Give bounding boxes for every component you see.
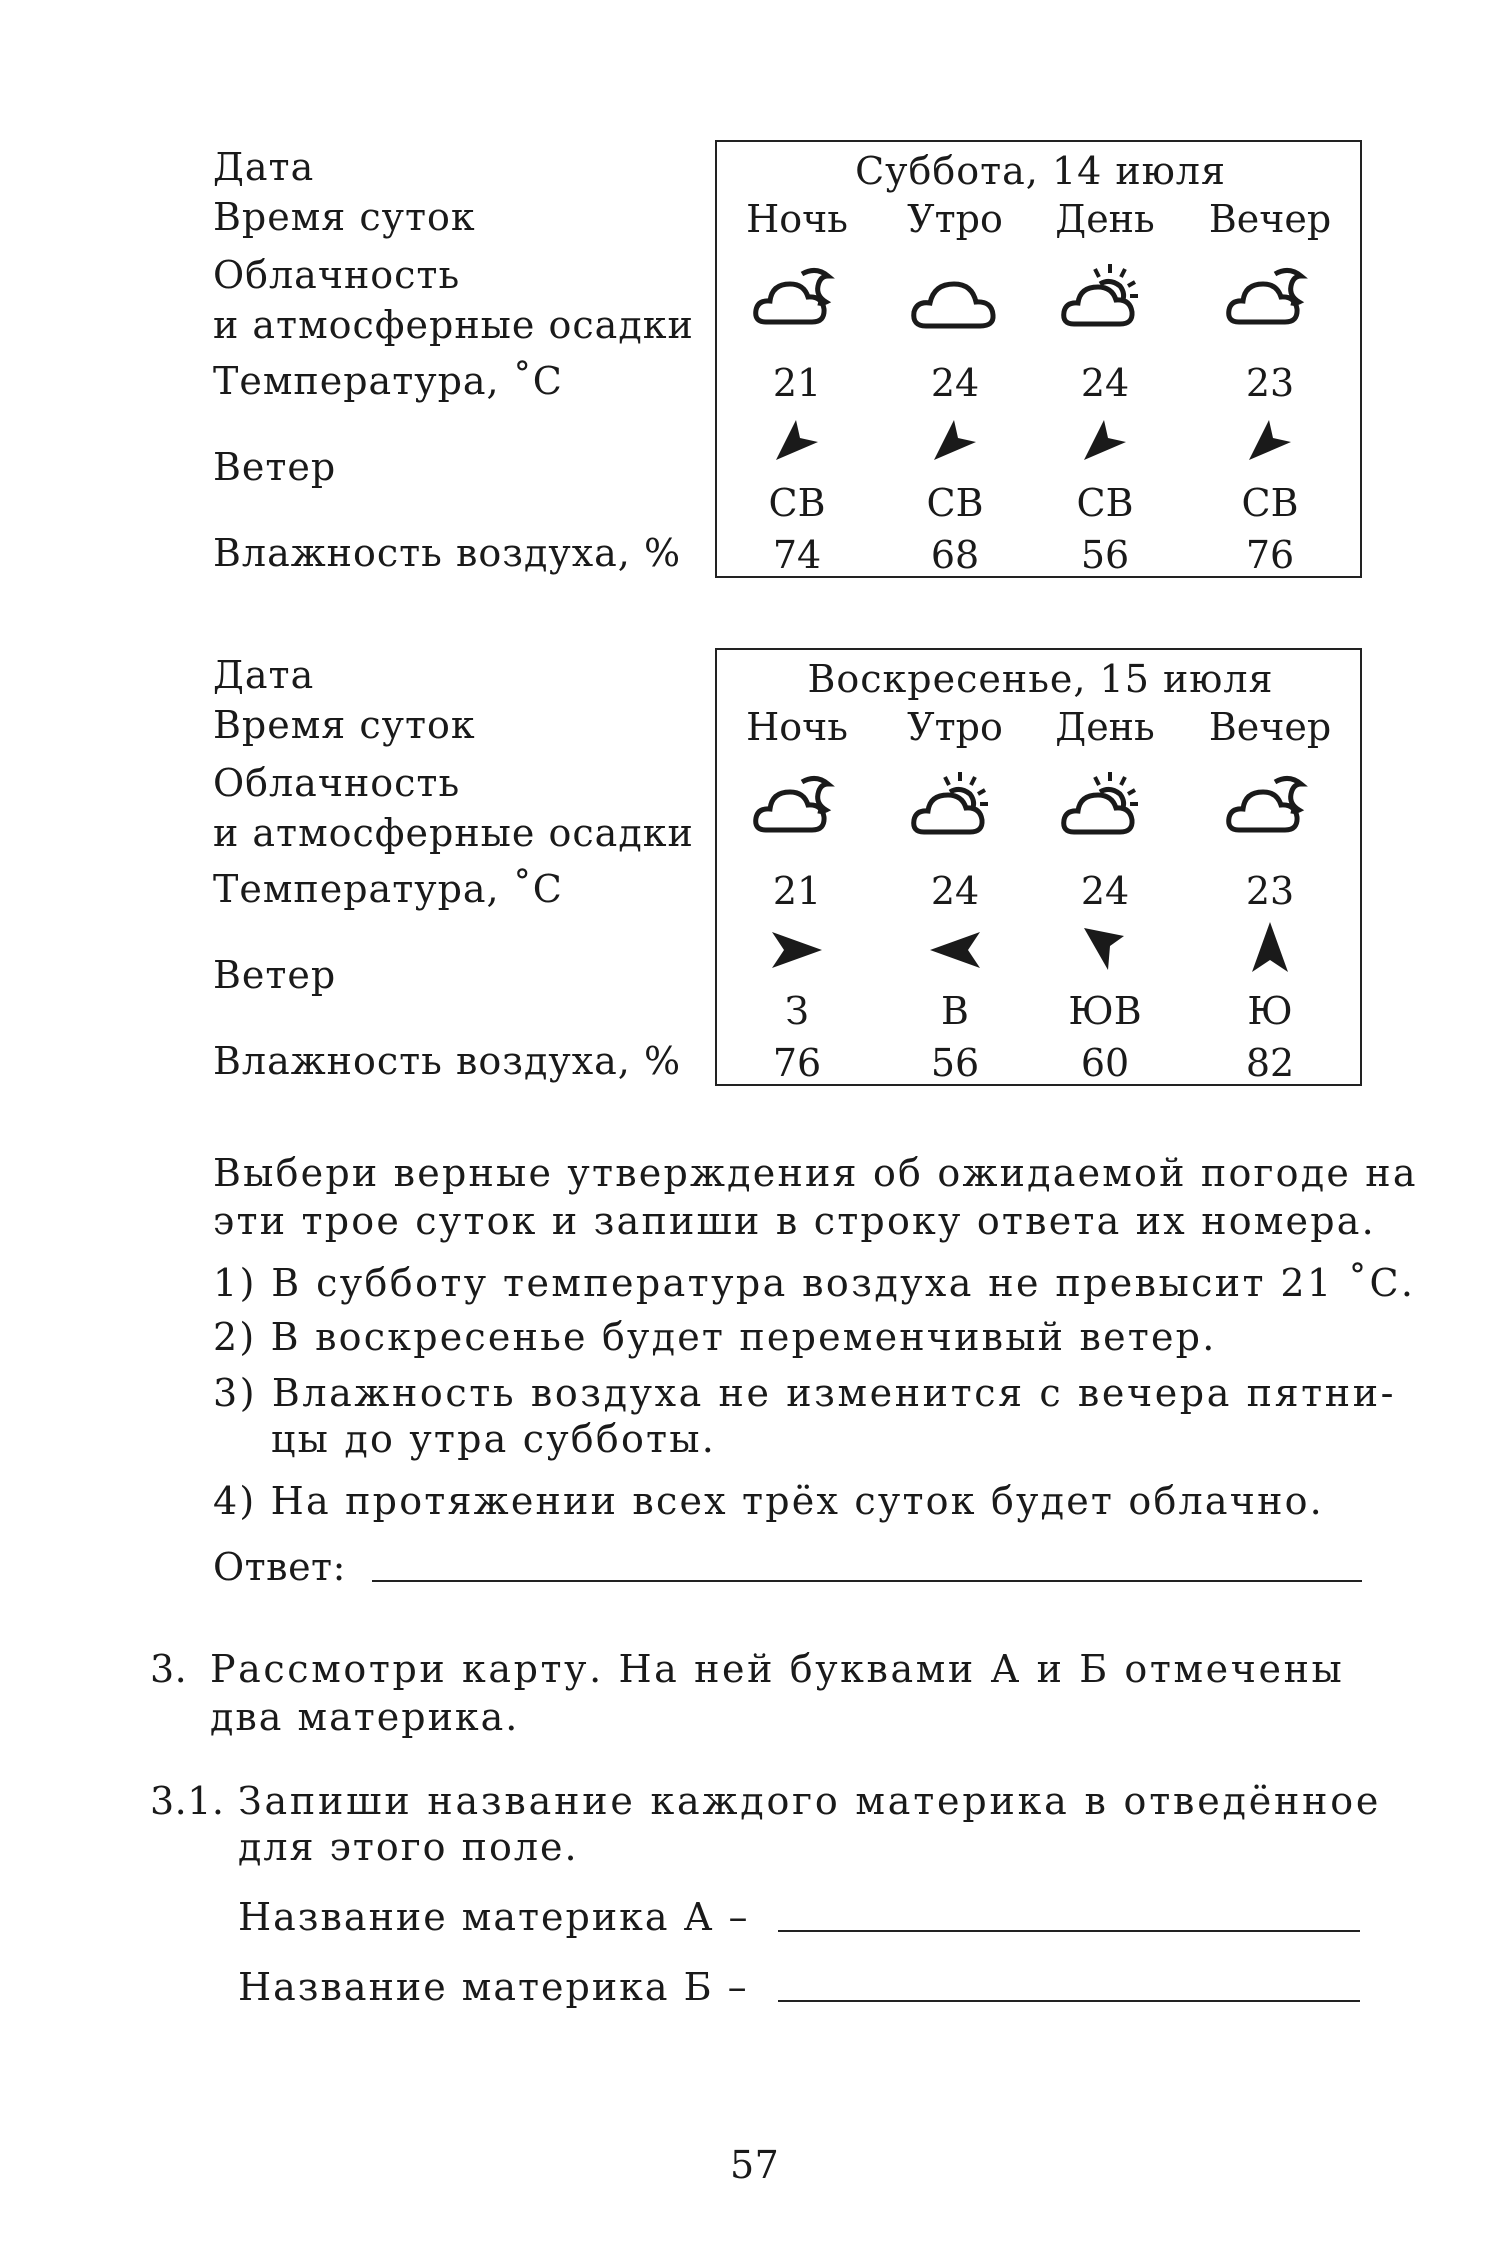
continent-a-label: Название материка А –	[238, 1895, 750, 1939]
humidity-value: 76	[772, 1041, 822, 1085]
statement-1: 1) В субботу температура воздуха не превысит 21 ˚С.	[213, 1261, 1416, 1305]
continent-b-input-line[interactable]	[778, 2000, 1360, 2002]
wind-direction: ЮВ	[1068, 989, 1142, 1033]
cloud-moon-icon	[752, 772, 842, 842]
humidity-value: 68	[930, 533, 980, 577]
wind-direction: Ю	[1247, 989, 1293, 1033]
statement-4: 4) На протяжении всех трёх суток будет облачно.	[213, 1479, 1324, 1523]
forecast-date: Воскресенье, 15 июля	[807, 657, 1274, 701]
row-label-wind: Ветер	[213, 445, 337, 489]
temperature-value: 24	[1080, 361, 1130, 405]
wind-arrow-northeast-icon	[772, 414, 822, 464]
row-label-humidity: Влажность воздуха, %	[213, 1039, 682, 1083]
forecast-date: Суббота, 14 июля	[855, 149, 1226, 193]
row-label-date: Дата	[213, 145, 315, 189]
row-label-time: Время суток	[213, 195, 476, 239]
statement-3: 3) Влажность воздуха не изменится с вечера пятни-	[213, 1371, 1397, 1415]
wind-direction: СВ	[768, 481, 826, 525]
humidity-value: 60	[1080, 1041, 1130, 1085]
time-label: День	[1055, 705, 1155, 749]
forecast-table	[715, 648, 1362, 1086]
cloud-icon	[910, 270, 1000, 340]
row-label-cloud-2: и атмосферные осадки	[213, 303, 694, 347]
temperature-value: 21	[772, 869, 822, 913]
wind-arrow-north-icon	[1250, 920, 1290, 974]
page-number: 57	[730, 2143, 780, 2187]
time-label: Утро	[907, 197, 1003, 241]
continent-a-input-line[interactable]	[778, 1930, 1360, 1932]
cloud-moon-icon	[1225, 264, 1315, 334]
statement-2: 2) В воскресенье будет переменчивый ветер.	[213, 1315, 1217, 1359]
row-label-wind: Ветер	[213, 953, 337, 997]
row-label-temperature: Температура, ˚С	[213, 359, 563, 403]
cloud-moon-icon	[752, 264, 842, 334]
time-label: Ночь	[746, 705, 848, 749]
temperature-value: 24	[1080, 869, 1130, 913]
time-label: Ночь	[746, 197, 848, 241]
time-label: День	[1055, 197, 1155, 241]
row-label-cloud-2: и атмосферные осадки	[213, 811, 694, 855]
question-3-1-number: 3.1.	[150, 1779, 225, 1823]
wind-direction: З	[785, 989, 809, 1033]
row-label-cloud: Облачность	[213, 761, 461, 805]
temperature-value: 23	[1245, 869, 1295, 913]
wind-arrow-east-icon	[770, 930, 824, 970]
row-label-time: Время суток	[213, 703, 476, 747]
wind-direction: В	[941, 989, 969, 1033]
answer-label: Ответ:	[213, 1545, 346, 1589]
cloud-sun-icon	[910, 768, 1000, 844]
wind-arrow-northeast-icon	[1080, 414, 1130, 464]
temperature-value: 24	[930, 869, 980, 913]
question-3-1-text: Запиши название каждого материка в отведённое	[238, 1779, 1382, 1823]
wind-direction: СВ	[926, 481, 984, 525]
row-label-cloud: Облачность	[213, 253, 461, 297]
cloud-sun-icon	[1060, 768, 1150, 844]
temperature-value: 24	[930, 361, 980, 405]
humidity-value: 56	[1080, 533, 1130, 577]
task-intro-2: эти трое суток и запиши в строку ответа их номера.	[213, 1199, 1376, 1243]
time-label: Вечер	[1208, 197, 1332, 241]
task-intro: Выбери верные утверждения об ожидаемой погоде на	[213, 1151, 1418, 1195]
continent-b-label: Название материка Б –	[238, 1965, 749, 2009]
question-3-text: Рассмотри карту. На ней буквами А и Б отмечены	[210, 1647, 1345, 1691]
wind-arrow-northeast-icon	[1245, 414, 1295, 464]
cloud-moon-icon	[1225, 772, 1315, 842]
answer-input-line[interactable]	[372, 1580, 1362, 1582]
question-3-1-text-2: для этого поле.	[238, 1825, 579, 1869]
row-label-temperature: Температура, ˚С	[213, 867, 563, 911]
time-label: Вечер	[1208, 705, 1332, 749]
wind-arrow-southeast-icon	[1080, 924, 1130, 974]
row-label-date: Дата	[213, 653, 315, 697]
forecast-table	[715, 140, 1362, 578]
wind-direction: СВ	[1241, 481, 1299, 525]
temperature-value: 21	[772, 361, 822, 405]
question-3-number: 3.	[150, 1647, 188, 1691]
question-3-text-2: два материка.	[210, 1695, 520, 1739]
wind-arrow-northeast-icon	[930, 414, 980, 464]
temperature-value: 23	[1245, 361, 1295, 405]
time-label: Утро	[907, 705, 1003, 749]
humidity-value: 76	[1245, 533, 1295, 577]
humidity-value: 56	[930, 1041, 980, 1085]
humidity-value: 74	[772, 533, 822, 577]
row-label-humidity: Влажность воздуха, %	[213, 531, 682, 575]
wind-arrow-west-icon	[928, 930, 982, 970]
wind-direction: СВ	[1076, 481, 1134, 525]
humidity-value: 82	[1245, 1041, 1295, 1085]
cloud-sun-icon	[1060, 260, 1150, 336]
statement-3-cont: цы до утра субботы.	[271, 1417, 716, 1461]
